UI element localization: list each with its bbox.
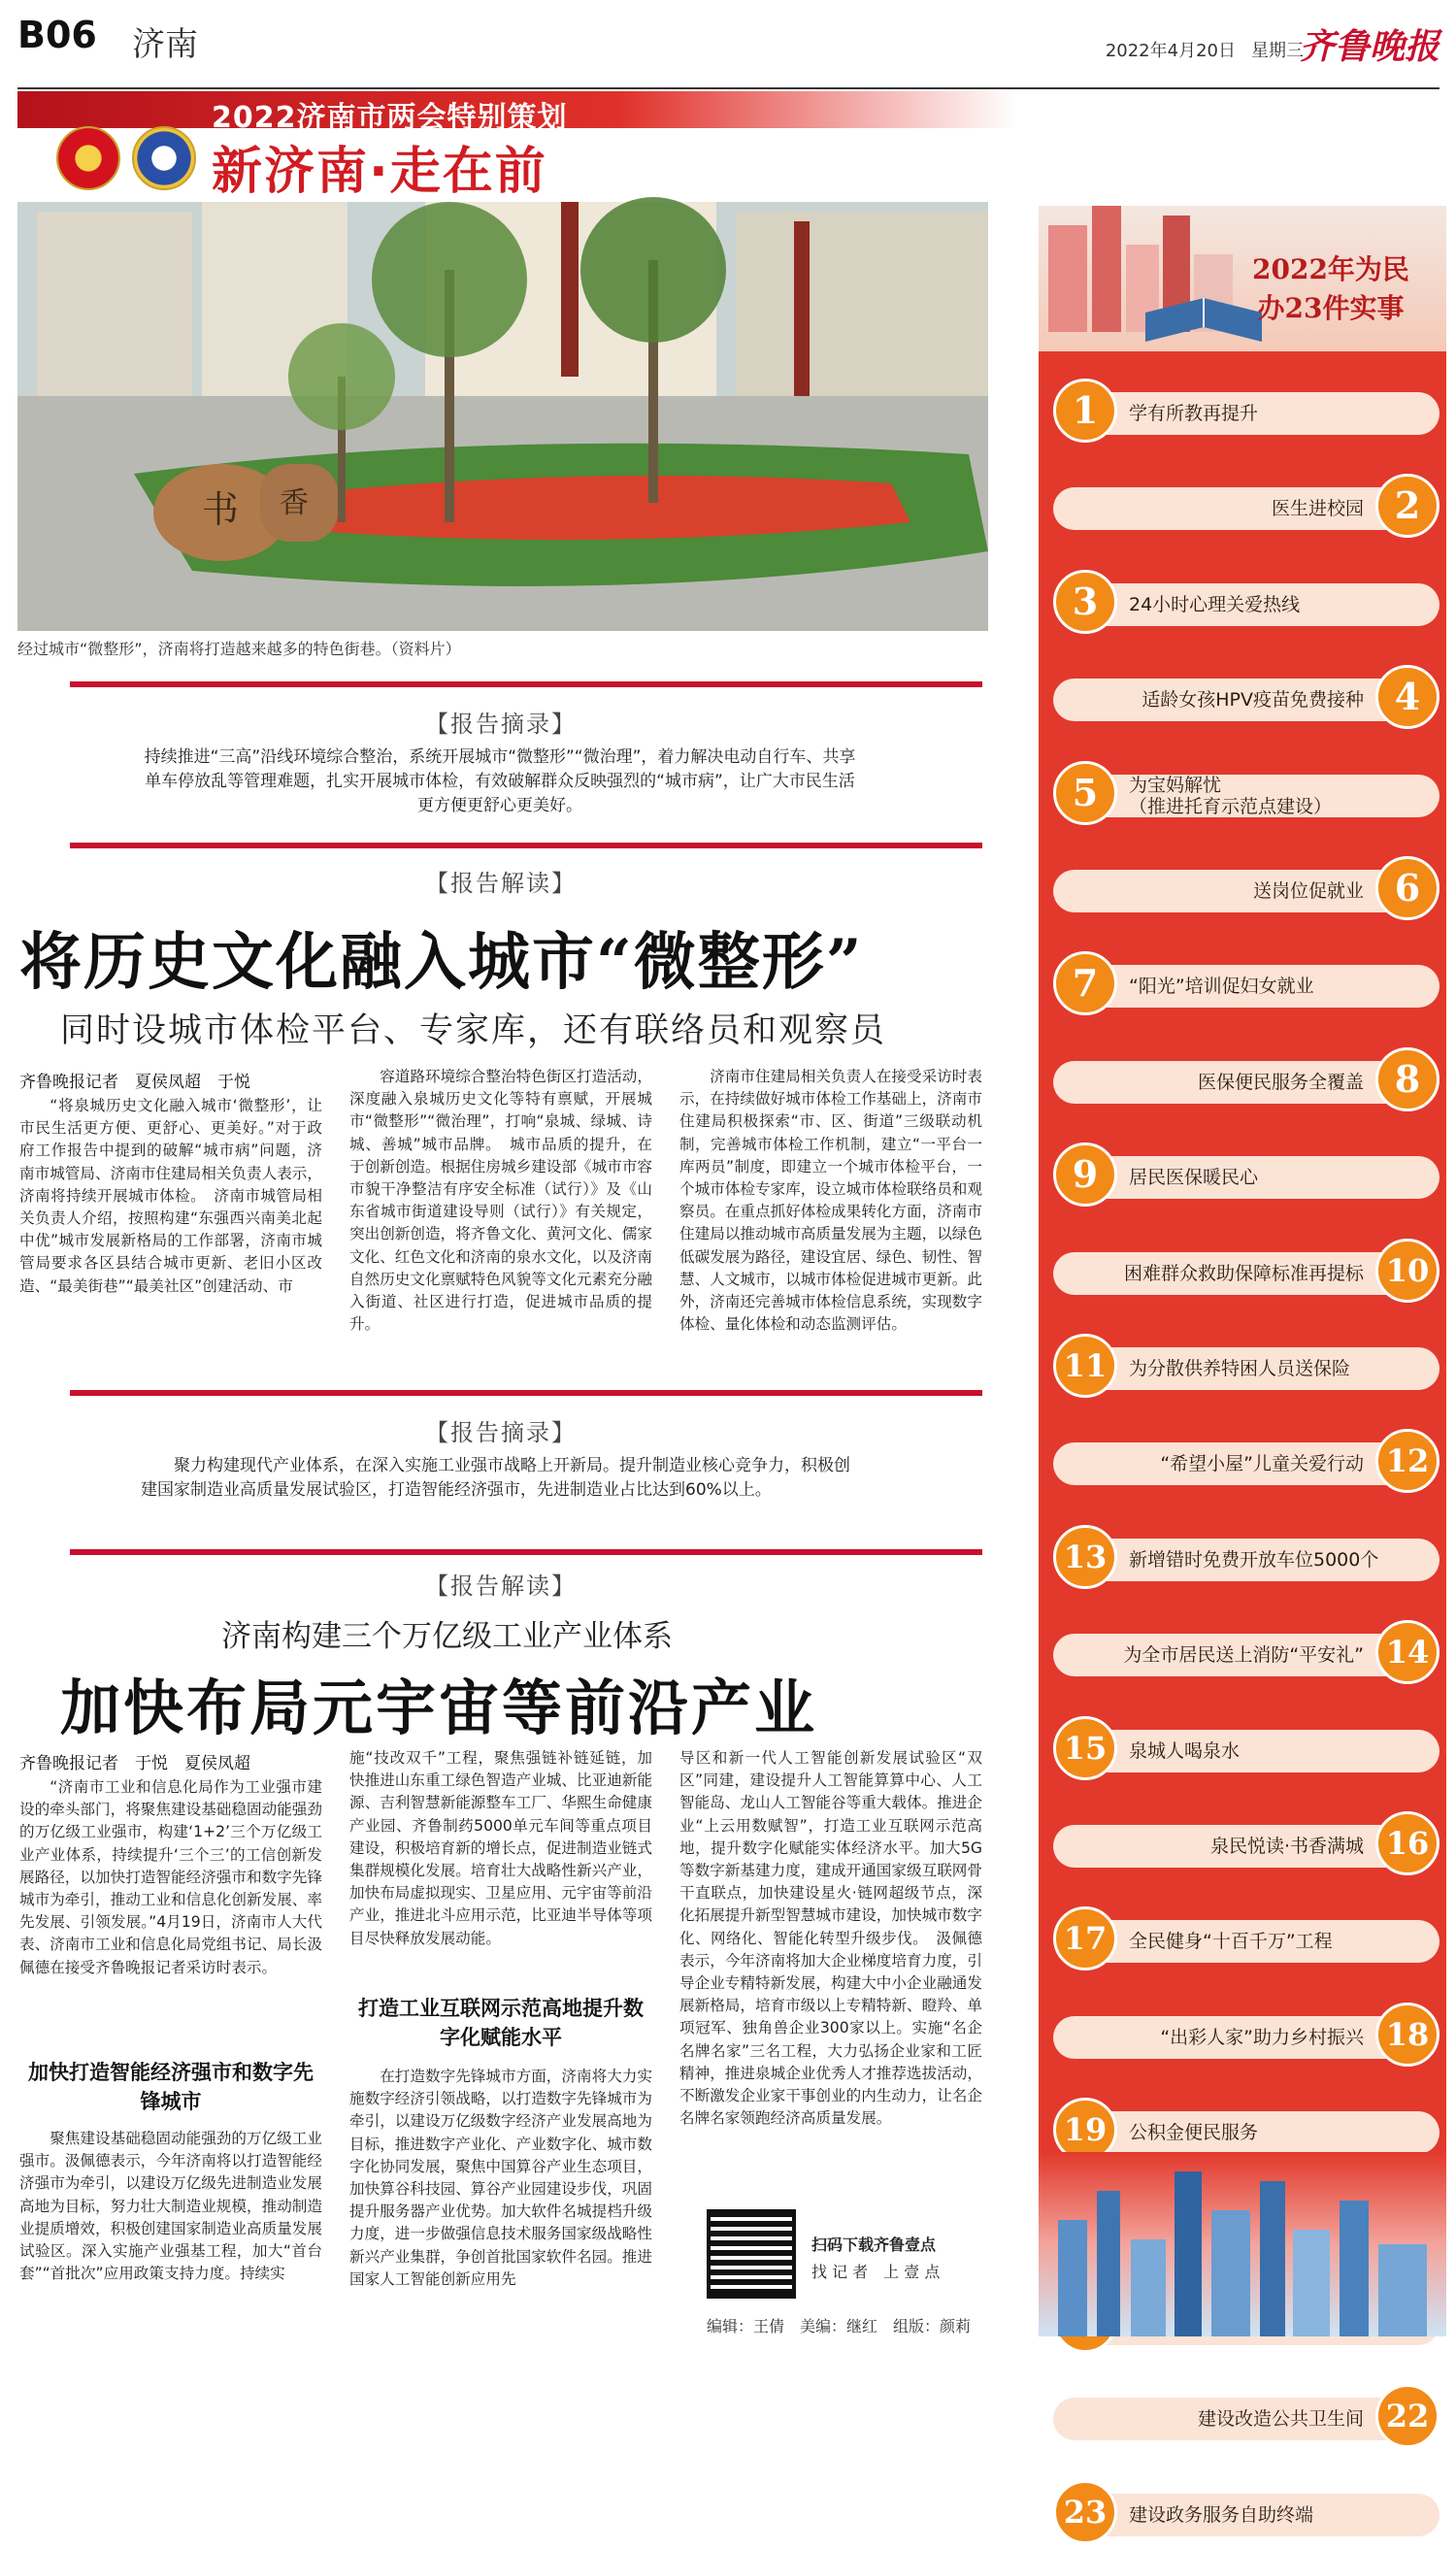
qr-prompt-line-2: 找 记 者 上 壹 点 xyxy=(811,2263,941,2281)
qr-prompt-line-1: 扫码下载齐鲁壹点 xyxy=(811,2235,937,2254)
project-label: 泉民悦读·书香满城 xyxy=(1209,1836,1364,1857)
project-number-badge: 12 xyxy=(1375,1429,1439,1493)
column-subheading: 加快打造智能经济强市和数字先锋城市 xyxy=(28,2060,314,2113)
article-column-3: 导区和新一代人工智能创新发展试验区“双区”同建，建设提升人工智能算算中心、人工智能岛、龙山人工智能谷等重大载体。推进企业“上云用数赋智”，打造工业互联网示范高地，提升数字化赋能实体经济水平。加大5G等数字新基建力度，建成开通国家级互联网骨干直联点，加快建设星火·链网超级节点，深化拓展提升新型智慧城市建设，加快城市数字化、网络化、智能化转型升级步伐。 汲佩德表示，今年济南将加大企业梯度培育力度，引导企业专精特新发展，构建大中小企业融通发展新格局，培育市级以上专精特新、瞪羚、单项冠军、独角兽企业300家以上。实施“名企名牌名家”三名工程，大力弘扬企业家和工匠精神，推进泉城企业优秀人才推荐选拔活动，不断激发企业家干事创业的内生动力，让名企名牌名家领跑经济高质量发展。 xyxy=(679,1749,982,2128)
project-item-15 xyxy=(1053,1716,1441,1786)
project-label: 24小时心理关爱热线 xyxy=(1129,594,1301,615)
masthead-logo: 齐鲁晚报 xyxy=(1299,26,1439,67)
project-number-badge: 13 xyxy=(1053,1525,1117,1589)
project-label: 适龄女孩HPV疫苗免费接种 xyxy=(1142,689,1364,711)
project-number-badge: 22 xyxy=(1375,2384,1439,2448)
sidebar-title-line-2: 办23件实事 xyxy=(1257,292,1405,324)
sidebar-23-projects xyxy=(1039,206,1446,2531)
article-kicker: 济南构建三个万亿级工业产业体系 xyxy=(221,1619,673,1654)
article-byline: 齐鲁晚报记者 夏侯凤超 于悦 xyxy=(19,1073,250,1092)
sign-character-1: 书 xyxy=(202,488,240,531)
project-label xyxy=(1129,775,1332,817)
project-item-13 xyxy=(1053,1525,1441,1595)
project-number-badge: 5 xyxy=(1053,761,1117,825)
editor-credits: 编辑：王倩 美编：继红 组版：颜莉 xyxy=(707,2317,972,2335)
publication-weekday: 星期三 xyxy=(1251,41,1304,61)
photo-caption: 经过城市“微整形”，济南将打造越来越多的特色街巷。（资料片） xyxy=(17,640,461,658)
section-divider xyxy=(70,1390,982,1396)
sidebar-title xyxy=(1252,250,1409,328)
project-label: 医生进校园 xyxy=(1271,498,1364,519)
project-number-badge: 2 xyxy=(1375,474,1439,538)
article-column-2: 容道路环境综合整治特色街区打造活动，深度融入泉城历史文化等特有禀赋，开展城市“微整形”“微治理”，打响“泉城、绿城、诗城、善城”城市品牌。 城市品质的提升，在于创新创造。根据住房城乡建设部《城市市容市貌干净整洁有序安全标准（试行）》及《山东省城市街道建设导则（试行）》有关规定，突出创新创造，将齐鲁文化、黄河文化、儒家文化、红色文化和济南的泉水文化，以及济南自然历史文化禀赋特色风貌等文化元素充分融入街道、社区进行打造，促进城市品质的提升。 xyxy=(349,1068,652,1334)
article-column-1-continued: 聚焦建设基础稳固动能强劲的万亿级工业强市。汲佩德表示，今年济南将以打造智能经济强市为牵引，以建设万亿级先进制造业发展高地为目标，努力壮大制造业规模，推动制造业提质增效，积极创建国家制造业高质量发展试验区。深入实施产业强基工程，加大“首台套”“首批次”应用政策支持力度。持续实 xyxy=(19,2130,322,2283)
page-number: B06 xyxy=(17,14,97,56)
project-number-badge: 8 xyxy=(1375,1047,1439,1111)
banner-slogan: 新济南·走在前 xyxy=(212,143,547,201)
section-divider xyxy=(70,681,982,687)
project-item-7 xyxy=(1053,951,1441,1021)
project-label: 全民健身“十百千万”工程 xyxy=(1129,1931,1333,1952)
article-headline: 加快布局元宇宙等前沿产业 xyxy=(60,1672,818,1743)
report-excerpt-text: 聚力构建现代产业体系，在深入实施工业强市战略上开新局。提升制造业核心竞争力，积极创建国家制造业高质量发展试验区，打造智能经济强市，先进制造业占比达到60%以上。 xyxy=(141,1456,850,1500)
project-label: 为分散供养特困人员送保险 xyxy=(1129,1358,1351,1379)
project-number-badge: 15 xyxy=(1053,1716,1117,1780)
article-subheadline: 同时设城市体检平台、专家库，还有联络员和观察员 xyxy=(60,1011,887,1050)
project-item-9 xyxy=(1053,1143,1441,1212)
project-number-badge: 18 xyxy=(1375,2003,1439,2067)
project-item-4 xyxy=(1053,665,1441,735)
article-column-1: “将泉城历史文化融入城市‘微整形’，让市民生活更方便、更舒心、更美好。”对于政府工作报告中提到的破解“城市病”问题，济南市城管局、济南市住建局相关负责人表示，济南将持续开展城市体检。 济南市城管局相关负责人介绍，按照构建“东强西兴南美北起中优”城市发展新格局的工作部署，济南市城管局要求各区县结合城市更新、老旧小区改造、“最美街巷”“最美社区”创建活动、市 xyxy=(19,1097,322,1295)
street-photo xyxy=(17,202,988,631)
qr-code[interactable] xyxy=(707,2209,796,2299)
project-item-14 xyxy=(1053,1620,1441,1690)
project-number-badge: 14 xyxy=(1375,1620,1439,1684)
project-label: 困难群众救助保障标准再提标 xyxy=(1123,1263,1364,1284)
report-excerpt-tag: 【报告摘录】 xyxy=(425,1419,577,1446)
project-number-badge: 4 xyxy=(1375,665,1439,729)
article-column-1: “济南市工业和信息化局作为工业强市建设的牵头部门，将聚焦建设基础稳固动能强劲的万亿级工业强市，构建‘1+2’三个万亿级工业产业体系，持续提升‘三个三’的工信创新发展路径，以加快打造智能经济强市和数字先锋城市为牵引，推动工业和信息化创新发展、率先发展、引领发展。”4月19日，济南市人大代表、济南市工业和信息化局党组书记、局长汲佩德在接受齐鲁晚报记者采访时表示。 xyxy=(19,1778,322,1976)
project-item-18 xyxy=(1053,2003,1441,2072)
project-item-11 xyxy=(1053,1334,1441,1404)
project-label: “阳光”培训促妇女就业 xyxy=(1129,976,1314,997)
project-pill-background xyxy=(1063,1730,1439,1772)
project-item-16 xyxy=(1053,1811,1441,1881)
project-pill-background xyxy=(1053,487,1422,530)
article-byline: 齐鲁晚报记者 于悦 夏侯凤超 xyxy=(19,1754,250,1773)
project-label: 泉城人喝泉水 xyxy=(1129,1740,1241,1762)
project-number-badge: 7 xyxy=(1053,951,1117,1015)
project-item-8 xyxy=(1053,1047,1441,1117)
project-number-badge: 6 xyxy=(1375,856,1439,920)
project-number-badge: 19 xyxy=(1053,2098,1117,2162)
project-item-2 xyxy=(1053,474,1441,544)
project-number-badge: 23 xyxy=(1053,2480,1117,2544)
project-label: 建设改造公共卫生间 xyxy=(1197,2408,1364,2430)
cppcc-emblem-icon xyxy=(132,126,196,190)
street-scene-illustration xyxy=(17,202,988,631)
project-item-10 xyxy=(1053,1239,1441,1308)
project-label: “出彩人家”助力乡村振兴 xyxy=(1160,2027,1364,2048)
project-label: 公积金便民服务 xyxy=(1129,2122,1259,2143)
project-label: “希望小屋”儿童关爱行动 xyxy=(1160,1453,1364,1474)
city-skyline-illustration xyxy=(1039,2152,1446,2336)
report-excerpt-tag: 【报告摘录】 xyxy=(425,711,577,738)
article-column-3: 济南市住建局相关负责人在接受采访时表示，在持续做好城市体检工作基础上，济南市住建局积极探索“市、区、街道”三级联动机制，完善城市体检工作机制，建立“一平台一库两员”制度，即建立一个城市体检平台，一个城市体检专家库，设立城市体检联络员和观察员。在重点抓好体检成果转化方面，济南市住建局以推动城市高质量发展为主题，以绿色低碳发展为路径，建设宜居、绿色、韧性、智慧、人文城市，以城市体检促进城市更新。此外，济南还完善城市体检信息系统，实现数字体检、量化体检和动态监测评估。 xyxy=(679,1068,982,1334)
national-emblem-icon xyxy=(56,126,120,190)
section-divider xyxy=(70,843,982,848)
project-number-badge: 9 xyxy=(1053,1143,1117,1207)
project-item-23 xyxy=(1053,2480,1441,2550)
project-number-badge: 1 xyxy=(1053,379,1117,443)
column-subheading: 打造工业互联网示范高地提升数字化赋能水平 xyxy=(358,1996,644,2049)
publication-date: 2022年4月20日 xyxy=(1105,41,1236,61)
special-feature-banner xyxy=(17,91,1017,201)
project-item-22 xyxy=(1053,2384,1441,2454)
article-headline: 将历史文化融入城市“微整形” xyxy=(19,926,864,999)
project-item-5 xyxy=(1053,761,1441,831)
project-number-badge: 10 xyxy=(1375,1239,1439,1303)
article-column-2-continued: 在打造数字先锋城市方面，济南将大力实施数字经济引领战略，以打造数字先锋城市为牵引，以建设万亿级数字经济产业发展高地为目标，推进数字产业化、产业数字化、城市数字化协同发展，聚焦中国算谷产业生态项目，加快算谷科技园、算谷产业园建设步伐，巩固提升服务器产业优势。加大软件名城提档升级力度，进一步做强信息技术服务国家级战略性新兴产业集群，争创首批国家软件名园。推进国家人工智能创新应用先 xyxy=(349,2068,652,2288)
page-header xyxy=(17,14,1439,89)
project-number-badge: 11 xyxy=(1053,1334,1117,1398)
project-pill-background xyxy=(1053,870,1422,912)
report-excerpt-text: 持续推进“三高”沿线环境综合整治，系统开展城市“微整形”“微治理”，着力解决电动自行车、共享单车停放乱等管理难题，扎实开展城市体检，有效破解群众反映强烈的“城市病”，让广大市民生活更方便更舒心更美好。 xyxy=(144,747,856,815)
project-number-badge: 3 xyxy=(1053,570,1117,634)
project-label-line-2: （推进托育示范点建设） xyxy=(1129,796,1333,817)
project-item-17 xyxy=(1053,1906,1441,1976)
project-label: 居民医保暖民心 xyxy=(1129,1167,1259,1188)
sign-character-2: 香 xyxy=(280,486,309,520)
sidebar-title-line-1: 2022年为民 xyxy=(1252,253,1409,285)
project-label: 学有所教再提升 xyxy=(1129,403,1259,424)
project-label: 医保便民服务全覆盖 xyxy=(1197,1072,1364,1093)
project-item-6 xyxy=(1053,856,1441,926)
project-label: 新增错时免费开放车位5000个 xyxy=(1129,1549,1379,1571)
section-name: 济南 xyxy=(132,25,198,64)
project-item-3 xyxy=(1053,570,1441,640)
project-number-badge: 17 xyxy=(1053,1906,1117,1970)
report-interpretation-tag: 【报告解读】 xyxy=(425,870,577,897)
project-item-1 xyxy=(1053,379,1441,448)
project-label-line-1: 为宝妈解忧 xyxy=(1129,775,1222,796)
banner-ribbon-text: 2022济南市两会特别策划 xyxy=(212,101,568,135)
project-label: 送岗位促就业 xyxy=(1252,880,1364,902)
project-label: 为全市居民送上消防“平安礼” xyxy=(1123,1644,1364,1666)
project-item-12 xyxy=(1053,1429,1441,1499)
report-interpretation-tag: 【报告解读】 xyxy=(425,1573,577,1600)
project-label: 建设政务服务自助终端 xyxy=(1129,2504,1314,2526)
section-divider xyxy=(70,1549,982,1555)
project-number-badge: 16 xyxy=(1375,1811,1439,1875)
article-column-2: 施“技改双千”工程，聚焦强链补链延链，加快推进山东重工绿色智造产业城、比亚迪新能源、吉利智慧新能源整车工厂、华熙生命健康产业园、齐鲁制药5000单元车间等重点项目建设，积极培育新的增长点，促进制造业链式集群规模化发展。培育壮大战略性新兴产业，加快布局虚拟现实、卫星应用、元宇宙等前沿产业，推进北斗应用示范，比亚迪半导体等项目尽快释放发展动能。 xyxy=(349,1749,652,1947)
